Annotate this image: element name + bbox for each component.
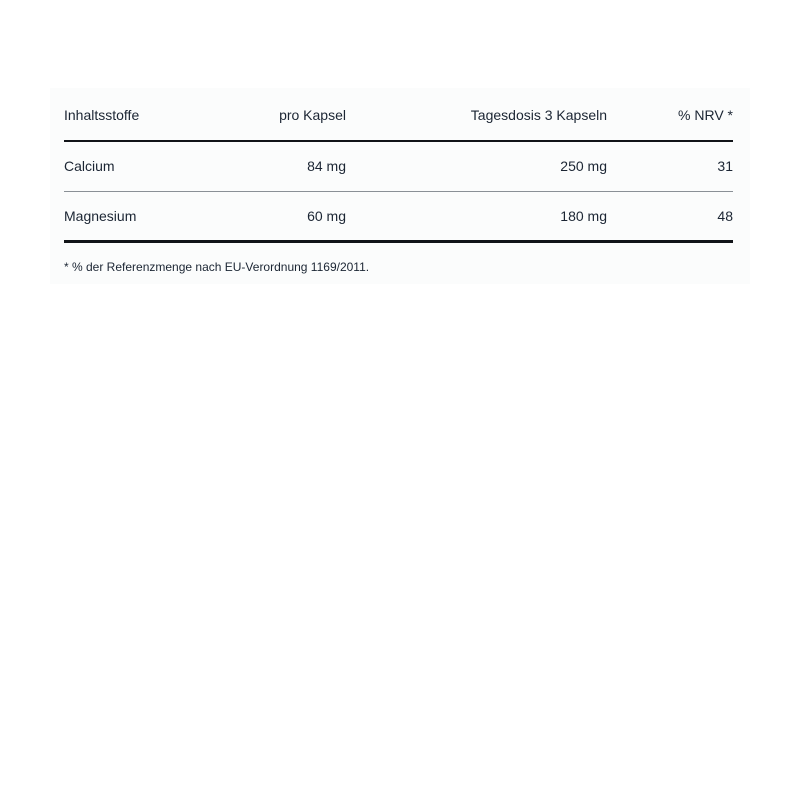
table-row-calcium <box>64 141 733 191</box>
header-per-capsule: pro Kapsel <box>279 106 346 123</box>
cell-daily-dose: 250 mg <box>560 158 607 175</box>
nrv-footnote: * % der Referenzmenge nach EU-Verordnung 1169/2011. <box>64 260 370 274</box>
cell-nrv: 31 <box>717 158 733 175</box>
cell-per-capsule: 60 mg <box>307 207 346 224</box>
header-ingredients: Inhaltsstoffe <box>64 106 140 123</box>
cell-ingredient-name: Calcium <box>64 158 115 175</box>
header-nrv: % NRV * <box>678 106 733 123</box>
cell-nrv: 48 <box>717 207 733 224</box>
table-row-magnesium <box>64 191 733 241</box>
header-row <box>64 88 733 141</box>
cell-ingredient-name: Magnesium <box>64 207 137 224</box>
header-daily-dose: Tagesdosis 3 Kapseln <box>470 106 607 123</box>
cell-per-capsule: 84 mg <box>307 158 346 175</box>
table-header <box>64 88 733 141</box>
table-body <box>64 141 733 241</box>
nutrition-table <box>64 88 733 243</box>
cell-daily-dose: 180 mg <box>560 207 607 224</box>
